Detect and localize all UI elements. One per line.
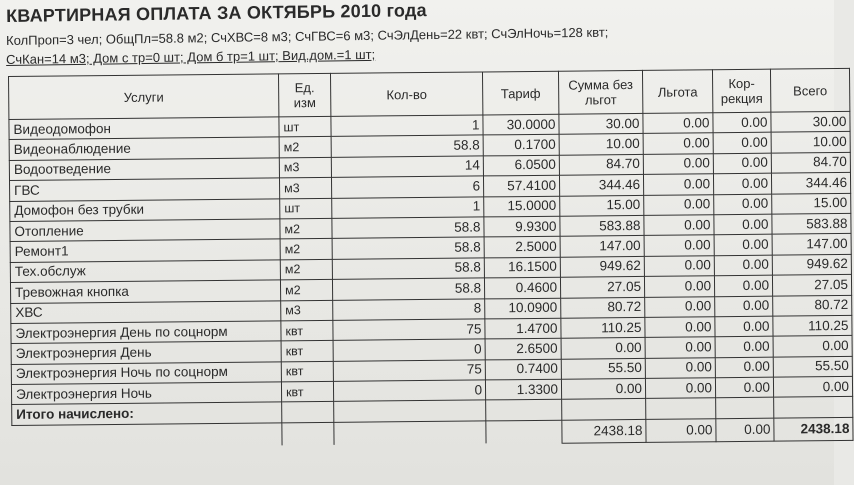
cell-correction: 0.00	[715, 377, 773, 398]
cell-benefit: 0.00	[644, 194, 714, 215]
cell-total: 84.70	[771, 152, 850, 173]
cell-sum: 80.72	[561, 297, 645, 318]
cell-sum: 55.50	[561, 358, 645, 379]
cell-service: Видеодомофон	[9, 117, 279, 140]
cell-tariff: 2.6500	[485, 339, 561, 360]
cell-unit: квт	[281, 341, 333, 362]
cell-tariff: 0.7400	[485, 359, 561, 380]
cell-total: 15.00	[772, 193, 851, 214]
header-service: Услуги	[9, 74, 279, 120]
cell-qty: 58.8	[332, 258, 484, 280]
cell-tariff: 16.1500	[484, 257, 560, 278]
cell-correction: 0.00	[715, 357, 773, 378]
cell-correction: 0.00	[714, 235, 772, 256]
cell-qty: 0	[333, 339, 485, 361]
totals-qty-cell	[334, 400, 486, 422]
cell-qty: 6	[331, 176, 483, 198]
cell-benefit: 0.00	[645, 357, 715, 378]
cell-benefit: 0.00	[643, 154, 713, 175]
cell-total: 110.25	[773, 315, 852, 336]
cell-correction: 0.00	[715, 296, 773, 317]
cell-tariff: 30.0000	[483, 114, 559, 135]
cell-service: Тех.обслуж	[10, 260, 280, 283]
cell-qty: 0	[333, 380, 485, 402]
cell-total: 949.62	[772, 254, 851, 275]
cell-benefit: 0.00	[645, 378, 715, 399]
cell-correction: 0.00	[715, 316, 773, 337]
totals-blank-1	[12, 423, 282, 449]
cell-unit: шт	[280, 198, 332, 219]
cell-sum: 949.62	[560, 256, 644, 277]
totals-correction-empty	[716, 398, 774, 419]
cell-qty: 58.8	[332, 217, 484, 239]
cell-qty: 58.8	[331, 135, 483, 157]
cell-sum: 147.00	[560, 236, 644, 257]
cell-sum: 583.88	[560, 215, 644, 236]
cell-qty: 75	[333, 360, 485, 382]
cell-benefit: 0.00	[644, 215, 714, 236]
cell-benefit: 0.00	[645, 337, 715, 358]
header-total: Всего	[770, 68, 849, 112]
header-qty: Кол-во	[330, 72, 482, 116]
cell-sum: 0.00	[561, 338, 645, 359]
cell-service: Электроэнергия День по соцнорм	[11, 321, 281, 344]
totals-blank-2	[282, 422, 334, 445]
cell-benefit: 0.00	[643, 113, 713, 134]
cell-benefit: 0.00	[643, 133, 713, 154]
cell-benefit: 0.00	[644, 255, 714, 276]
charges-table	[8, 68, 854, 449]
cell-total: 55.50	[773, 356, 852, 377]
cell-correction: 0.00	[713, 133, 771, 154]
cell-correction: 0.00	[713, 153, 771, 174]
cell-sum: 0.00	[561, 378, 645, 399]
cell-service: Видеонаблюдение	[9, 137, 279, 160]
totals-tariff-cell	[486, 400, 562, 421]
cell-unit: м3	[281, 300, 333, 321]
totals-blank-4	[486, 420, 562, 444]
cell-tariff: 57.4100	[483, 175, 559, 196]
cell-unit: квт	[281, 381, 333, 402]
cell-tariff: 10.0900	[485, 298, 561, 319]
cell-total: 0.00	[773, 336, 852, 357]
totals-benefit: 0.00	[646, 419, 716, 443]
cell-benefit: 0.00	[644, 276, 714, 297]
cell-benefit: 0.00	[644, 235, 714, 256]
cell-qty: 1	[332, 197, 484, 219]
header-sum: Сумма без льгот	[558, 70, 642, 114]
cell-tariff: 0.1700	[483, 135, 559, 156]
cell-unit: м2	[279, 137, 331, 158]
cell-correction: 0.00	[714, 275, 772, 296]
cell-service: ХВС	[11, 300, 281, 323]
cell-sum: 84.70	[559, 154, 643, 175]
cell-benefit: 0.00	[643, 174, 713, 195]
cell-qty: 58.8	[332, 237, 484, 259]
header-tariff: Тариф	[482, 71, 558, 115]
cell-tariff: 9.9300	[484, 216, 560, 237]
cell-unit: м2	[280, 218, 332, 239]
cell-total: 0.00	[773, 376, 852, 397]
cell-sum: 10.00	[559, 134, 643, 155]
header-correction: Кор-рекция	[712, 69, 770, 113]
totals-total: 2438.18	[774, 417, 853, 441]
cell-total: 583.88	[772, 213, 851, 234]
cell-correction: 0.00	[714, 194, 772, 215]
totals-unit-cell	[282, 402, 334, 423]
cell-service: Электроэнергия Ночь по соцнорм	[11, 362, 281, 385]
cell-total: 27.05	[772, 275, 851, 296]
cell-sum: 27.05	[560, 277, 644, 298]
cell-total: 147.00	[772, 234, 851, 255]
document-title: КВАРТИРНАЯ ОПЛАТА ЗА ОКТЯБРЬ 2010 года	[6, 0, 427, 26]
cell-unit: м3	[279, 157, 331, 178]
cell-unit: м3	[279, 178, 331, 199]
charges-table-wrapper	[8, 68, 850, 449]
header-unit: Ед. изм	[278, 73, 330, 116]
cell-total: 344.46	[771, 173, 850, 194]
cell-unit: м2	[280, 280, 332, 301]
cell-sum: 344.46	[559, 175, 643, 196]
cell-total: 30.00	[771, 111, 850, 132]
totals-benefit-empty	[646, 398, 716, 419]
cell-sum: 15.00	[560, 195, 644, 216]
cell-qty: 14	[331, 156, 483, 178]
totals-total-empty	[774, 397, 853, 418]
info-line-2: СчКан=14 м3; Дом с тр=0 шт; Дом б тр=1 шт; Вид.дом.=1 шт;	[6, 46, 376, 67]
cell-correction: 0.00	[714, 255, 772, 276]
cell-unit: квт	[281, 361, 333, 382]
cell-service: Отопление	[10, 219, 280, 242]
cell-unit: квт	[281, 320, 333, 341]
cell-correction: 0.00	[714, 214, 772, 235]
cell-benefit: 0.00	[645, 317, 715, 338]
totals-blank-3	[334, 421, 486, 445]
cell-sum: 110.25	[561, 317, 645, 338]
cell-service: Домофон без трубки	[10, 198, 280, 221]
cell-qty: 8	[333, 298, 485, 320]
cell-unit: м2	[280, 259, 332, 280]
cell-tariff: 15.0000	[484, 196, 560, 217]
cell-service: Водоотведение	[9, 158, 279, 181]
cell-unit: шт	[279, 116, 331, 137]
cell-total: 10.00	[771, 132, 850, 153]
cell-unit: м2	[280, 239, 332, 260]
cell-correction: 0.00	[715, 336, 773, 357]
cell-sum: 30.00	[559, 113, 643, 134]
cell-correction: 0.00	[713, 112, 771, 133]
cell-qty: 1	[331, 115, 483, 137]
cell-correction: 0.00	[713, 173, 771, 194]
cell-benefit: 0.00	[645, 296, 715, 317]
cell-service: Тревожная кнопка	[10, 280, 280, 303]
cell-tariff: 2.5000	[484, 237, 560, 258]
totals-correction: 0.00	[716, 418, 774, 442]
cell-tariff: 1.3300	[485, 379, 561, 400]
cell-qty: 58.8	[332, 278, 484, 300]
totals-sum: 2438.18	[562, 419, 646, 443]
cell-service: Электроэнергия Ночь	[11, 382, 281, 405]
cell-tariff: 6.0500	[483, 155, 559, 176]
cell-service: Электроэнергия День	[11, 341, 281, 364]
totals-sum-empty	[562, 399, 646, 420]
cell-service: Ремонт1	[10, 239, 280, 262]
totals-label: Итого начислено:	[12, 402, 282, 425]
cell-total: 80.72	[773, 295, 852, 316]
cell-qty: 75	[333, 319, 485, 341]
info-line-1: КолПроп=3 чел; ОбщПл=58.8 м2; СчХВС=8 м3; СчГВС=6 м3; СчЭлДень=22 квт; СчЭлНочь=128 квт;	[6, 24, 609, 48]
cell-tariff: 0.4600	[484, 277, 560, 298]
cell-service: ГВС	[10, 178, 280, 201]
cell-tariff: 1.4700	[485, 318, 561, 339]
header-benefit: Льгота	[642, 70, 712, 114]
